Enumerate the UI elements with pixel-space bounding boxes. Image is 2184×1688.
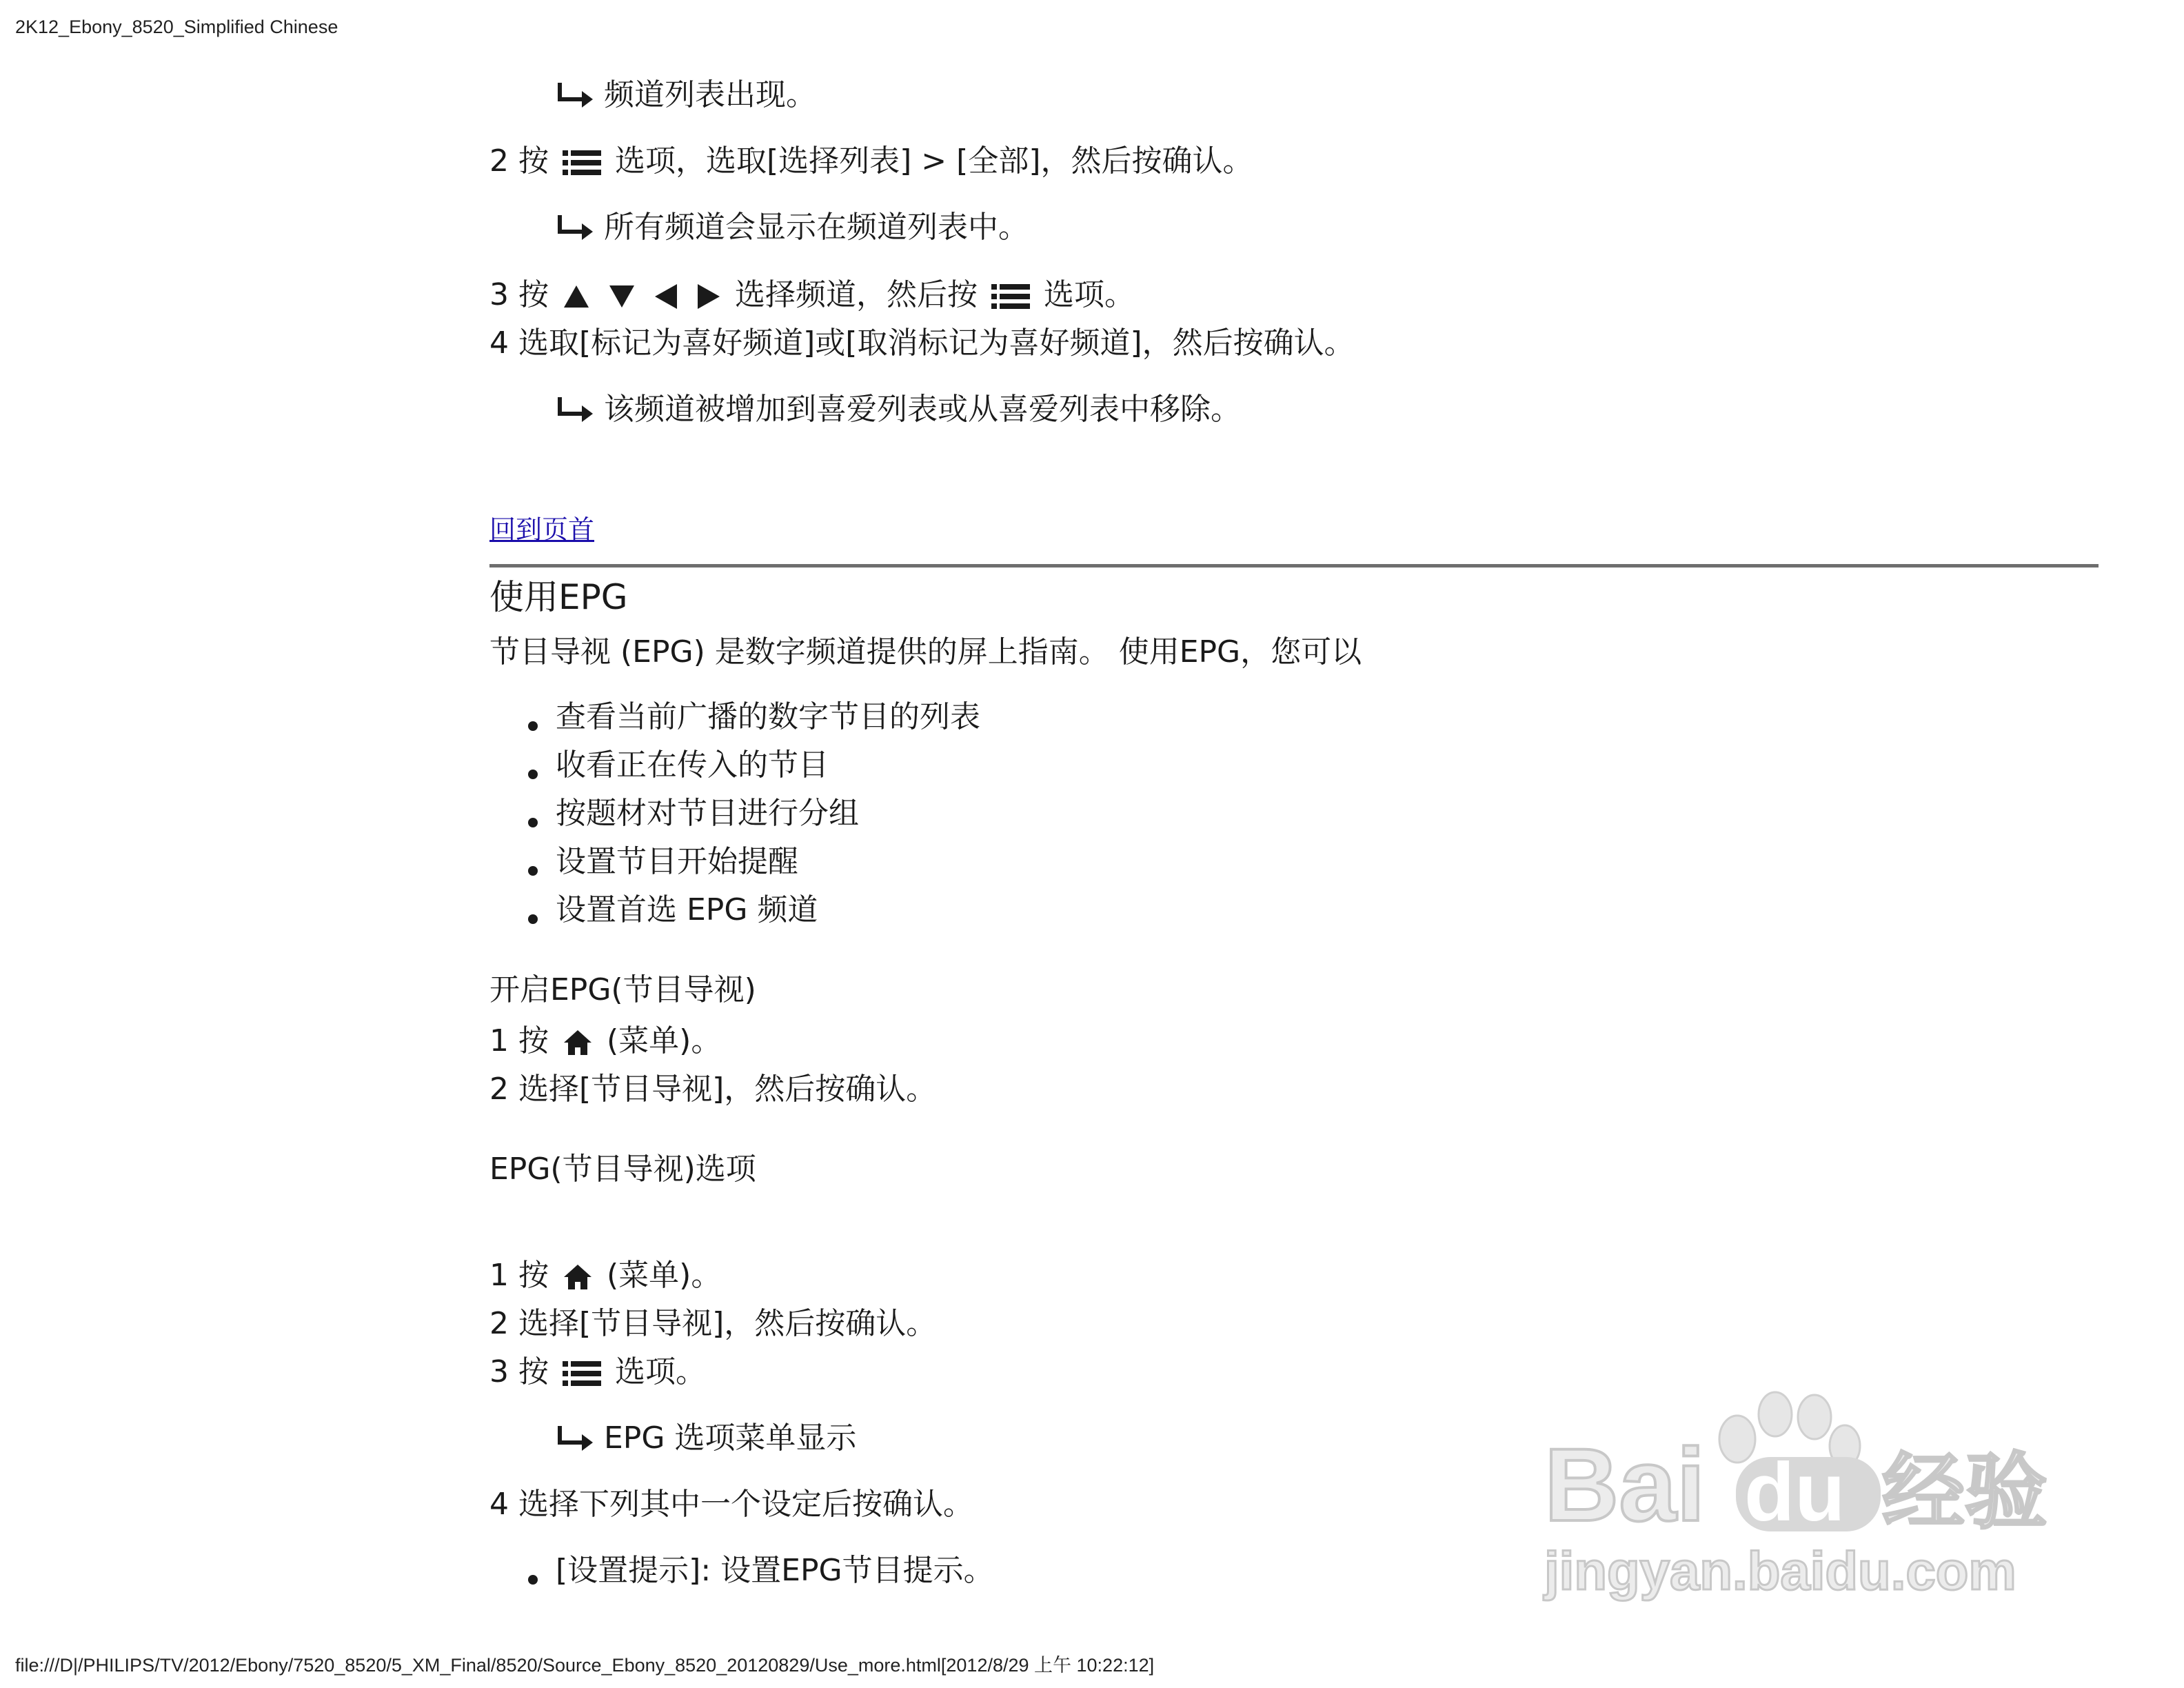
options-list-icon — [991, 283, 1030, 310]
epg-feature-item: 按题材对节目进行分组 — [556, 796, 859, 831]
step-2-select-list: 2 按 选项，选取[选择列表] > [全部]，然后按确认。 — [489, 143, 1253, 179]
options-step-3: 3 按 选项。 — [489, 1354, 706, 1389]
bullet-dot — [528, 1575, 538, 1585]
epg-intro-text: 节目导视 (EPG) 是数字频道提供的屏上指南。 使用EPG，您可以 — [489, 634, 1362, 670]
bullet-dot — [528, 914, 538, 924]
result-line-channel-list: 频道列表出现。 — [556, 76, 816, 114]
section-divider — [489, 564, 2099, 567]
options-step-1: 1 按 (菜单)。 — [489, 1258, 722, 1293]
step-4-mark-favorite: 4 选取[标记为喜好频道]或[取消标记为喜好频道]，然后按确认。 — [489, 325, 1355, 361]
home-icon — [563, 1029, 593, 1056]
section-title-use-epg: 使用EPG — [489, 577, 628, 617]
svg-text:jingyan.baidu.com: jingyan.baidu.com — [1544, 1540, 2016, 1601]
right-arrow-icon — [696, 283, 721, 310]
result-arrow-icon — [556, 396, 596, 423]
epg-feature-item: 查看当前广播的数字节目的列表 — [556, 699, 980, 734]
epg-option-item: [设置提示]: 设置EPG节目提示。 — [556, 1553, 994, 1588]
result-arrow-icon — [556, 81, 596, 109]
options-step-2: 2 选择[节目导视]，然后按确认。 — [489, 1306, 937, 1341]
options-list-icon — [563, 1360, 601, 1387]
result-line-epg-options-menu: EPG 选项菜单显示 — [556, 1419, 856, 1458]
epg-feature-item: 收看正在传入的节目 — [556, 747, 829, 783]
bullet-dot — [528, 818, 538, 827]
open-step-1: 1 按 (菜单)。 — [489, 1023, 722, 1058]
subheading-epg-options: EPG(节目导视)选项 — [489, 1152, 756, 1187]
left-arrow-icon — [654, 283, 678, 310]
options-step-4: 4 选择下列其中一个设定后按确认。 — [489, 1487, 973, 1522]
document-footer-path: file:///D|/PHILIPS/TV/2012/Ebony/7520_8520/5_XM_Final/8520/Source_Ebony_8520_20120829/Use_more.html[2012/8/29 上午 10:22:12] — [15, 1655, 1155, 1676]
result-line-all-channels: 所有频道会显示在频道列表中。 — [556, 208, 1029, 247]
bullet-dot — [528, 770, 538, 779]
step-3-select-channel: 3 按 选择频道，然后按 选项。 — [489, 277, 1135, 312]
subheading-open-epg: 开启EPG(节目导视) — [489, 972, 756, 1007]
options-list-icon — [563, 149, 601, 177]
epg-feature-item: 设置节目开始提醒 — [556, 844, 798, 879]
back-to-top-link[interactable]: 回到页首 — [489, 514, 595, 545]
up-arrow-icon — [563, 284, 590, 309]
bullet-dot — [528, 721, 538, 731]
svg-text:经验: 经验 — [1882, 1445, 2048, 1540]
result-line-favorites-updated: 该频道被增加到喜爱列表或从喜爱列表中移除。 — [556, 390, 1241, 429]
home-icon — [563, 1263, 593, 1291]
document-header-title: 2K12_Ebony_8520_Simplified Chinese — [15, 17, 338, 37]
bullet-dot — [528, 866, 538, 876]
down-arrow-icon — [608, 284, 636, 309]
open-step-2: 2 选择[节目导视]，然后按确认。 — [489, 1072, 937, 1107]
epg-feature-item: 设置首选 EPG 频道 — [556, 892, 818, 927]
baidu-jingyan-watermark — [1537, 1383, 2061, 1610]
result-arrow-icon — [556, 214, 596, 241]
svg-text:du: du — [1744, 1446, 1846, 1538]
result-arrow-icon — [556, 1425, 596, 1452]
svg-text:Bai: Bai — [1544, 1427, 1706, 1543]
